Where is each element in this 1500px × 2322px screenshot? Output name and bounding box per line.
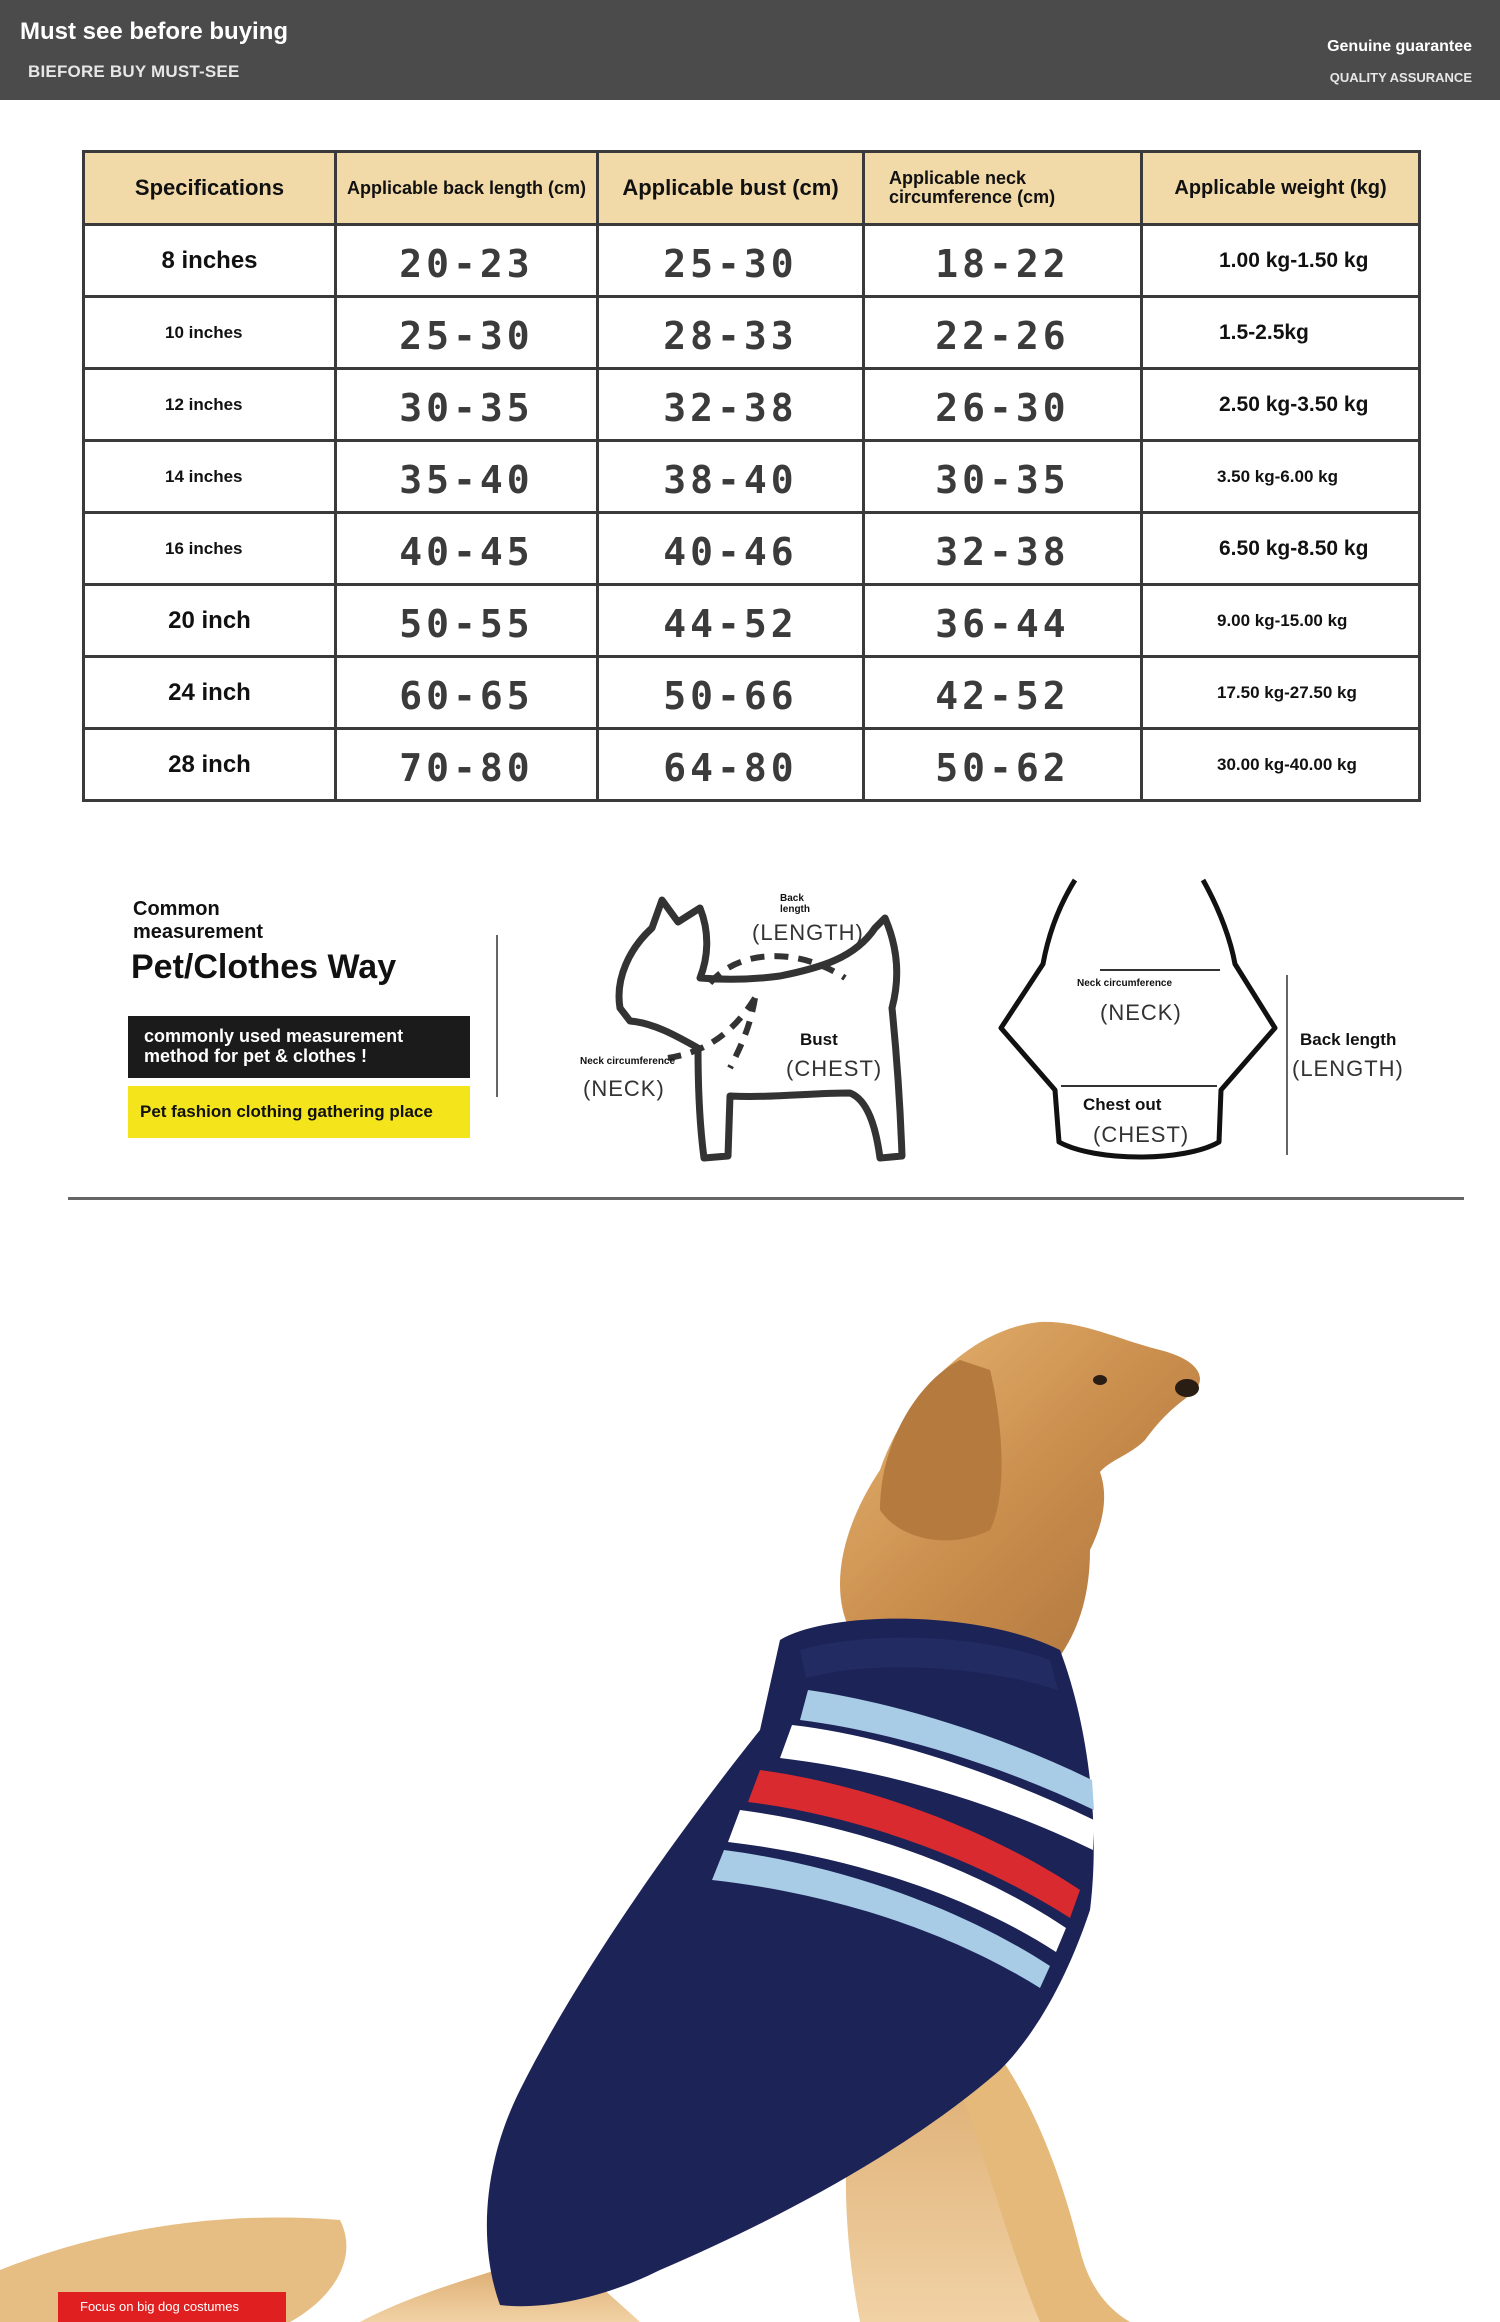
cell-neck: 32-38 [864,513,1142,585]
dog-length-label: (LENGTH) [752,920,864,945]
table-row [84,729,1420,801]
dog-neck-circ-label: Neck circumference [580,1056,676,1067]
dog-chest-label: (CHEST) [786,1056,883,1081]
cell-bust: 28-33 [598,297,864,369]
measurement-note: commonly used measurement method for pet & clothes ! [128,1016,470,1078]
cell-bust: 40-46 [598,513,864,585]
cell-back: 40-45 [336,513,598,585]
table-row [84,657,1420,729]
header-weight: Applicable weight (kg) [1142,152,1420,225]
cell-weight: 1.5-2.5kg [1142,297,1420,369]
measurement-title: Pet/Clothes Way [131,948,397,986]
cell-spec: 24 inch [84,657,336,729]
cell-bust: 64-80 [598,729,864,801]
cell-back: 25-30 [336,297,598,369]
fashion-tagline: Pet fashion clothing gathering place [128,1086,470,1138]
cell-neck: 50-62 [864,729,1142,801]
clothes-length-label: (LENGTH) [1292,1056,1404,1081]
cell-back: 35-40 [336,441,598,513]
divider [496,935,498,1097]
dog-ear [880,1360,1002,1540]
dog-bust-label: Bust [800,1030,838,1049]
clothes-neck-circ-label: Neck circumference [1077,978,1173,989]
table-row [84,297,1420,369]
header-back-length: Applicable back length (cm) [336,152,598,225]
cell-spec: 20 inch [84,585,336,657]
cell-weight: 30.00 kg-40.00 kg [1142,729,1420,801]
header-spec: Specifications [84,152,336,225]
genuine-guarantee: Genuine guarantee [1327,38,1472,55]
golden-retriever-sweater-photo [0,1210,1500,2322]
cell-neck: 22-26 [864,297,1142,369]
cell-spec: 12 inches [84,369,336,441]
cell-bust: 32-38 [598,369,864,441]
cell-neck: 36-44 [864,585,1142,657]
header-neck: Applicable neck circumference (cm) [864,152,1142,225]
table-row [84,441,1420,513]
header-bust: Applicable bust (cm) [598,152,864,225]
clothes-back-length-label: Back length [1300,1030,1397,1049]
dog-neck-label: (NECK) [583,1076,665,1101]
cell-neck: 42-52 [864,657,1142,729]
cell-weight: 3.50 kg-6.00 kg [1142,441,1420,513]
cell-neck: 18-22 [864,225,1142,297]
cell-weight: 9.00 kg-15.00 kg [1142,585,1420,657]
clothes-neck-label: (NECK) [1100,1000,1182,1025]
header-subtitle: BIEFORE BUY MUST-SEE [28,62,240,81]
header-title: Must see before buying [20,18,289,45]
cell-spec: 16 inches [84,513,336,585]
cell-weight: 6.50 kg-8.50 kg [1142,513,1420,585]
header-bar [0,0,1500,100]
clothes-chest-label: (CHEST) [1093,1122,1190,1147]
cell-back: 50-55 [336,585,598,657]
cell-neck: 26-30 [864,369,1142,441]
cell-spec: 8 inches [84,225,336,297]
cell-back: 20-23 [336,225,598,297]
dog-back-length-label: Back length [780,893,810,915]
quality-assurance: QUALITY ASSURANCE [1329,70,1472,85]
dog-nose [1175,1379,1199,1397]
cell-spec: 14 inches [84,441,336,513]
cell-back: 60-65 [336,657,598,729]
cell-weight: 2.50 kg-3.50 kg [1142,369,1420,441]
section-divider [68,1197,1464,1200]
table-row [84,585,1420,657]
cell-spec: 10 inches [84,297,336,369]
cell-back: 30-35 [336,369,598,441]
cell-bust: 44-52 [598,585,864,657]
cell-back: 70-80 [336,729,598,801]
focus-badge: Focus on big dog costumes [58,2292,286,2322]
cell-bust: 25-30 [598,225,864,297]
clothes-chest-out-label: Chest out [1083,1095,1162,1114]
size-table [82,150,1421,802]
table-header-row [84,152,1420,225]
table-row [84,225,1420,297]
cell-spec: 28 inch [84,729,336,801]
table-row [84,369,1420,441]
cell-weight: 17.50 kg-27.50 kg [1142,657,1420,729]
cell-bust: 50-66 [598,657,864,729]
clothes-length-line [1286,975,1288,1155]
cell-weight: 1.00 kg-1.50 kg [1142,225,1420,297]
dog-eye [1093,1375,1107,1385]
cell-neck: 30-35 [864,441,1142,513]
cell-bust: 38-40 [598,441,864,513]
table-row [84,513,1420,585]
common-measurement-label: Common measurement [133,898,264,943]
